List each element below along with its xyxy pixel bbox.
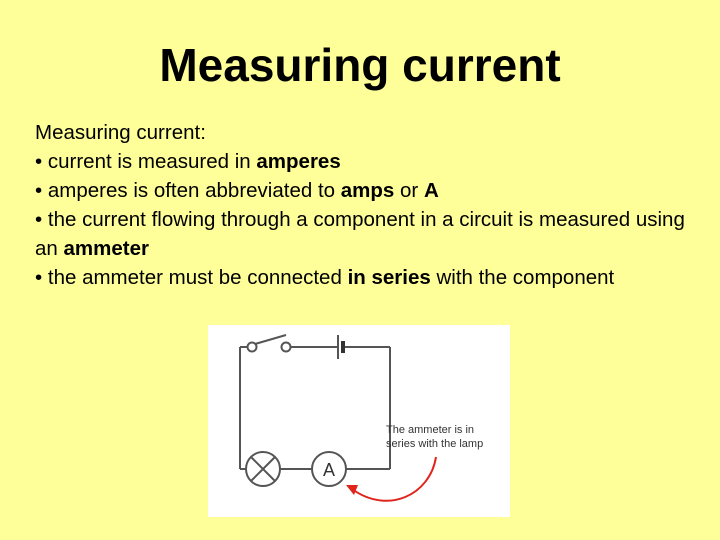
body-line [35, 118, 695, 147]
body-line [35, 176, 695, 205]
text-run-bold: amperes [256, 150, 341, 173]
lamp-symbol [246, 452, 280, 486]
text-run: Measuring current: [35, 121, 206, 144]
body-line [35, 263, 695, 292]
text-run-bold: in series [347, 266, 431, 289]
text-run-bold: A [423, 179, 439, 202]
text-run: • current is measured in [35, 150, 257, 173]
text-run: with the component [430, 266, 615, 289]
slide-title: Measuring current [159, 39, 561, 91]
circuit-drawing [208, 325, 510, 517]
caption-line-1: The ammeter is in [386, 424, 475, 436]
body-line [35, 147, 695, 176]
text-run-bold: ammeter [63, 237, 149, 260]
text-run: • the ammeter must be connected [35, 266, 348, 289]
text-run: or [394, 179, 424, 202]
slide-body [35, 118, 695, 292]
switch-symbol [248, 335, 291, 352]
body-line [35, 205, 695, 263]
ammeter-label: A [322, 460, 336, 480]
caption-line-2: series with the lamp [386, 438, 484, 450]
circuit-wires [240, 347, 390, 469]
cell-symbol [338, 335, 345, 359]
text-run: • the current flowing through a component in a circuit is measured using an [35, 208, 685, 260]
ammeter-symbol [312, 452, 346, 486]
circuit-diagram [208, 325, 510, 517]
text-run-bold: amps [340, 179, 395, 202]
text-run: • amperes is often abbreviated to [35, 179, 341, 202]
